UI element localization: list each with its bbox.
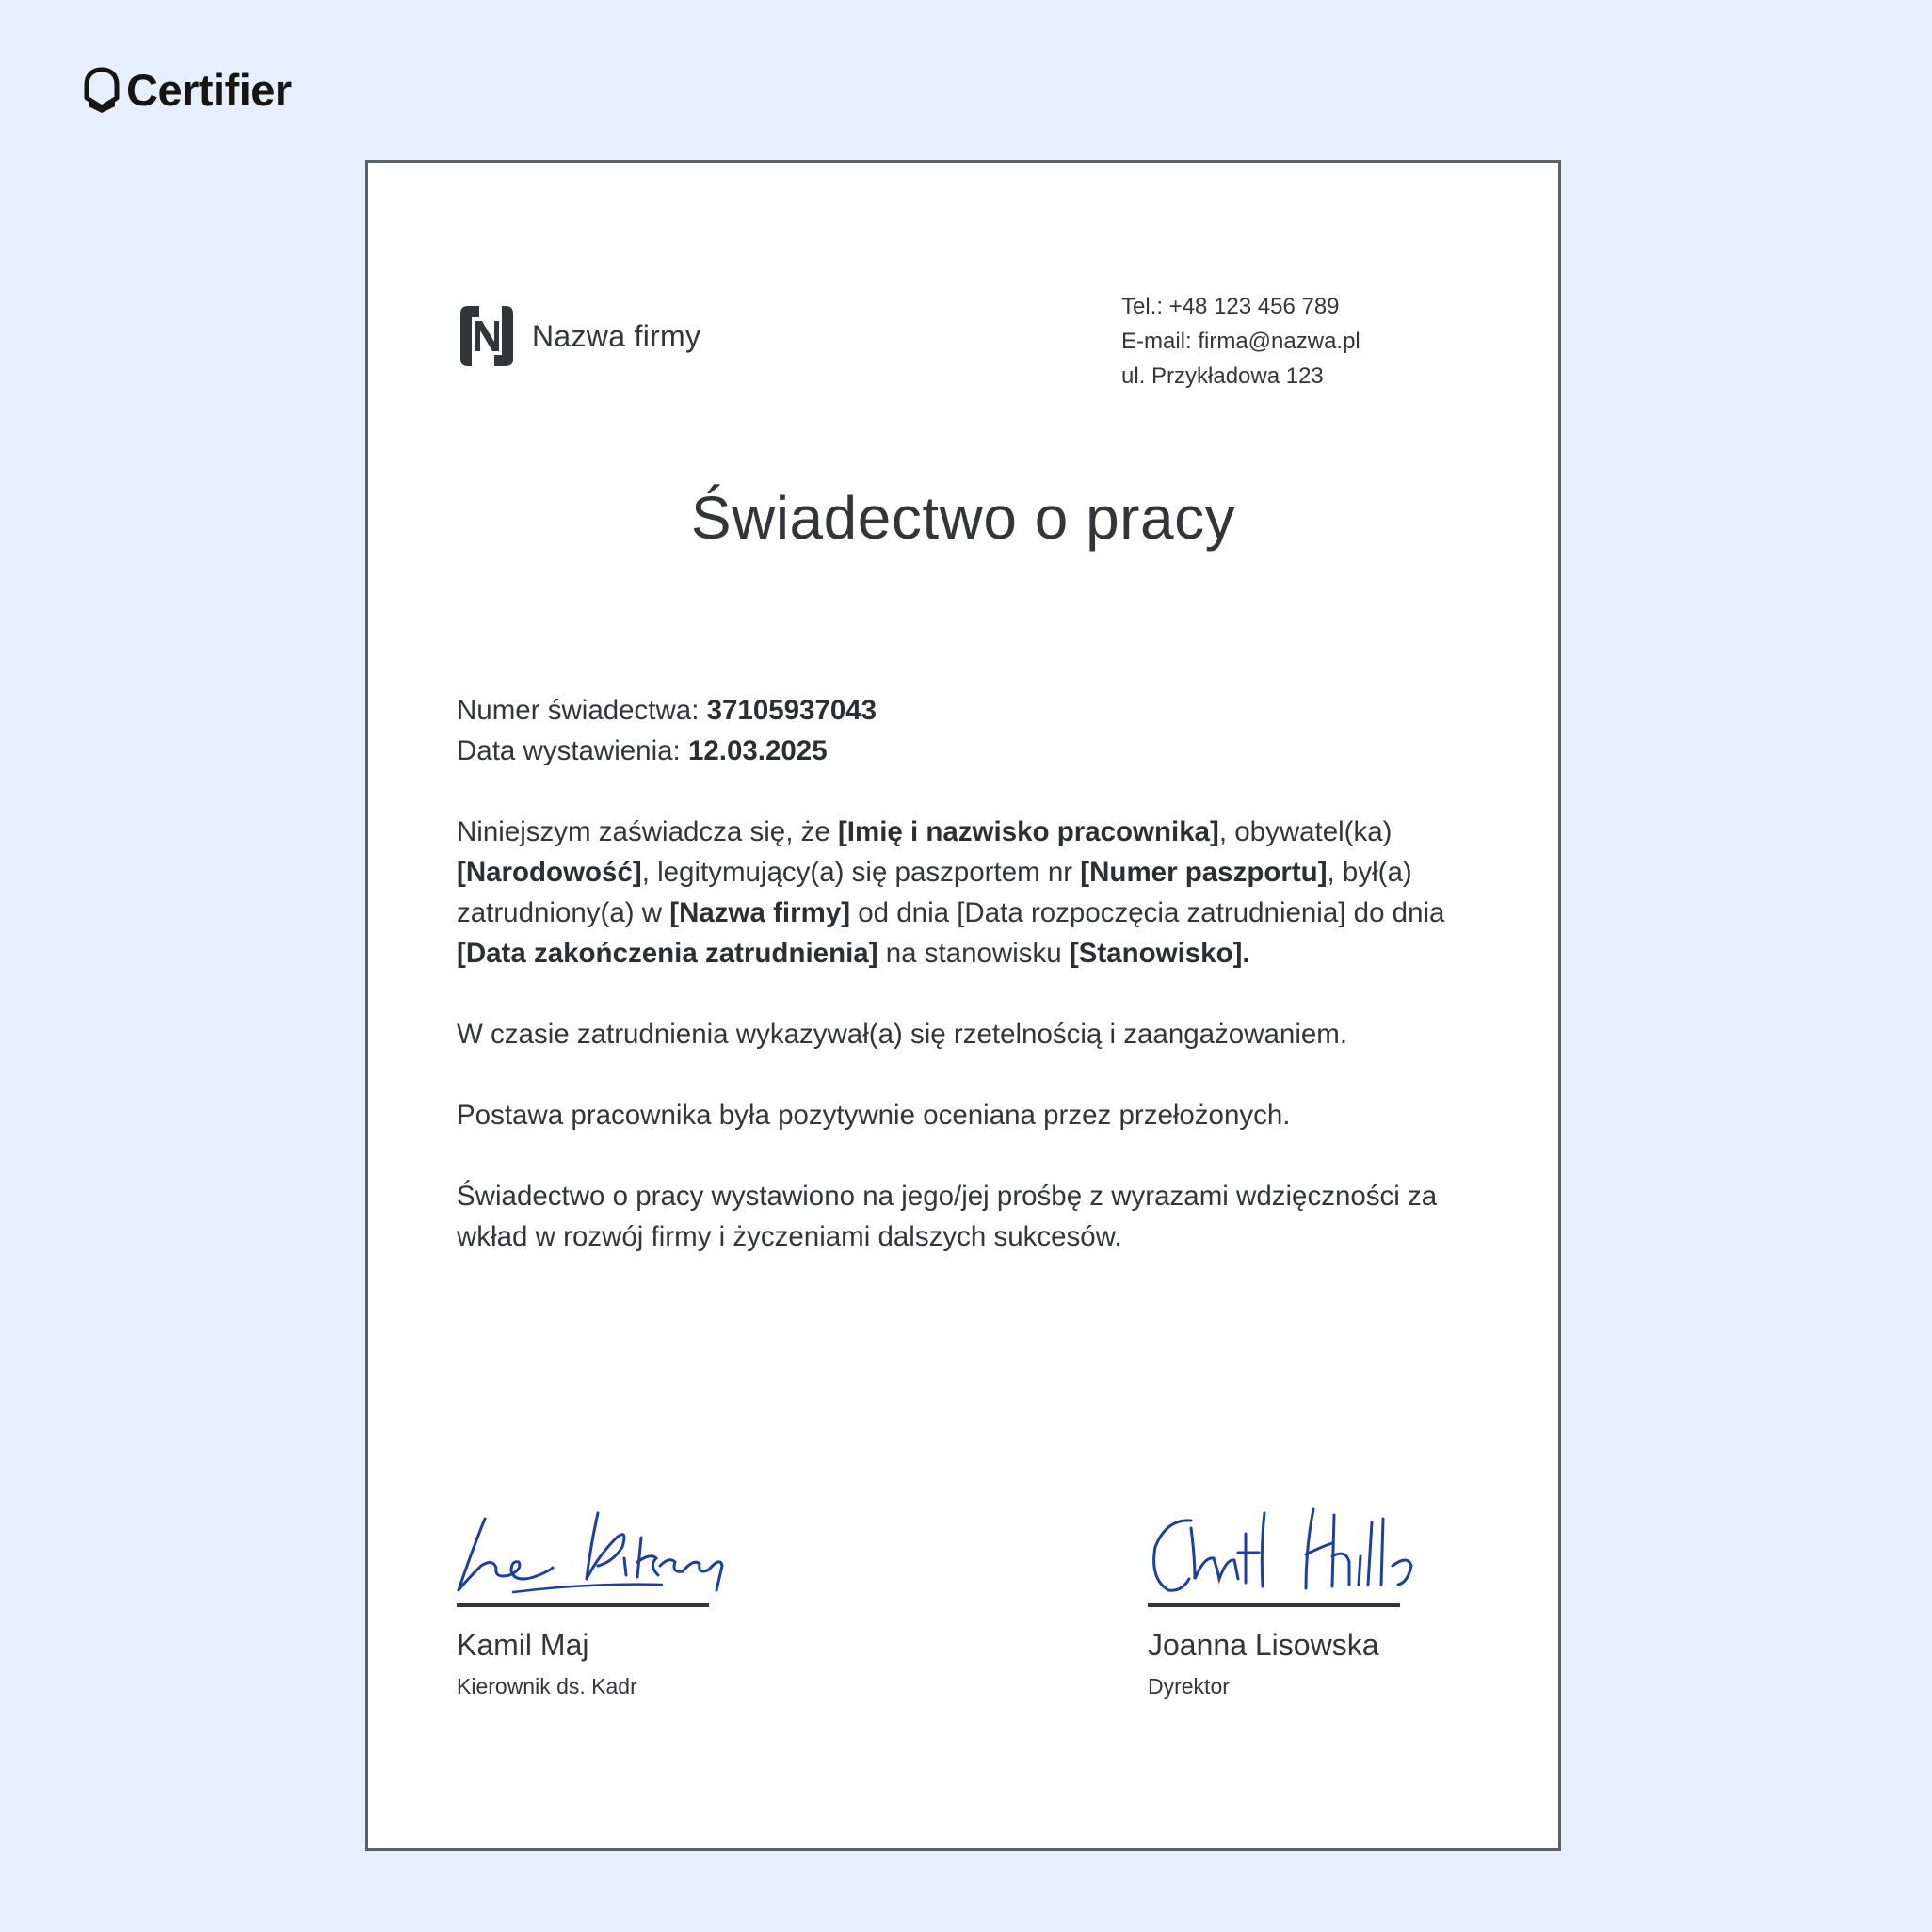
company-email: E-mail: firma@nazwa.pl xyxy=(1121,329,1360,354)
signatory-role: Kierownik ds. Kadr xyxy=(457,1674,637,1699)
company-logo-icon xyxy=(457,304,517,368)
signatory-name: Kamil Maj xyxy=(457,1628,589,1662)
placeholder-passport-number: [Numer paszportu] xyxy=(1080,857,1328,888)
handwritten-signature xyxy=(457,1500,739,1594)
company-contact xyxy=(1121,289,1360,394)
signature-block-left xyxy=(457,1500,739,1699)
issue-date-label: Data wystawienia: xyxy=(457,735,681,766)
certificate-number-label: Numer świadectwa: xyxy=(457,695,700,726)
text-segment: , obywatel(ka) xyxy=(1218,816,1393,847)
company-address: ul. Przykładowa 123 xyxy=(1121,363,1324,389)
company-phone: Tel.: +48 123 456 789 xyxy=(1121,294,1340,319)
closing-paragraph: Świadectwo o pracy wystawiono na jego/jej prośbę z wyrazami wdzięczności za wkład w rozwój firmy i życzeniami dalszych sukcesów. xyxy=(457,1181,1438,1252)
employment-paragraph xyxy=(457,812,1483,974)
signatory-name: Joanna Lisowska xyxy=(1148,1628,1379,1662)
signatory-role: Dyrektor xyxy=(1148,1674,1230,1699)
signature-line xyxy=(457,1603,709,1607)
certificate-page xyxy=(365,160,1561,1851)
signature-line xyxy=(1148,1603,1400,1607)
signature-block-right xyxy=(1148,1500,1430,1699)
issue-date-value: 12.03.2025 xyxy=(687,735,828,766)
company-header xyxy=(457,304,700,368)
placeholder-company-name: [Nazwa firmy] xyxy=(669,897,851,928)
text-segment: na stanowisku xyxy=(877,938,1070,969)
placeholder-employee-name: [Imię i nazwisko pracownika] xyxy=(837,816,1219,847)
certifier-shield-icon xyxy=(83,66,121,115)
text-segment: od dnia [Data rozpoczęcia zatrudnienia] do dnia xyxy=(850,897,1445,928)
placeholder-nationality: [Narodowość] xyxy=(457,857,642,888)
handwritten-signature xyxy=(1148,1500,1430,1594)
evaluation-paragraph: Postawa pracownika była pozytywnie oceniana przez przełożonych. xyxy=(457,1100,1291,1131)
certificate-number-value: 37105937043 xyxy=(706,695,877,726)
placeholder-position: [Stanowisko]. xyxy=(1069,938,1250,969)
diligence-paragraph: W czasie zatrudnienia wykazywał(a) się rzetelnością i zaangażowaniem. xyxy=(457,1019,1348,1050)
text-segment: , legitymujący(a) się paszportem nr xyxy=(641,857,1081,888)
text-segment: , był(a) zatrudniony(a) w xyxy=(457,857,1412,928)
text-segment: Niniejszym zaświadcza się, że xyxy=(457,816,838,847)
document-body xyxy=(457,690,1483,1257)
document-title: Świadectwo o pracy xyxy=(690,484,1236,552)
placeholder-end-date: [Data zakończenia zatrudnienia] xyxy=(457,938,878,969)
certifier-brand xyxy=(83,64,292,116)
company-name: Nazwa firmy xyxy=(532,318,701,353)
certificate-number xyxy=(457,690,1483,731)
issue-date xyxy=(457,731,1483,771)
certifier-wordmark: Certifier xyxy=(126,65,292,115)
